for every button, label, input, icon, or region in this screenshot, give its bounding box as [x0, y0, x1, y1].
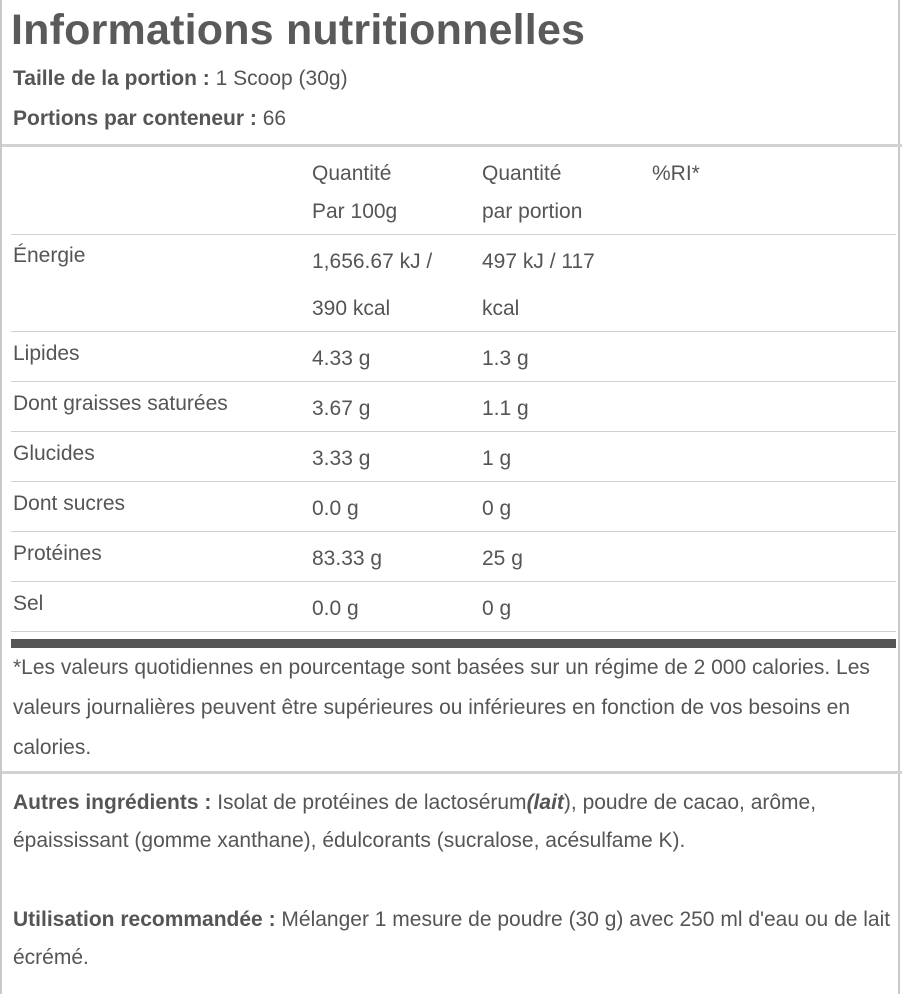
- ingredients-text: Isolat de protéines de lactosérum: [211, 791, 527, 814]
- row-divider: [11, 381, 896, 382]
- nutrient-name: Dont graisses saturées: [13, 392, 228, 415]
- nutrient-per100: 0.0 g: [312, 497, 359, 520]
- recommended-use: [13, 901, 893, 977]
- row-divider: [11, 331, 896, 332]
- footnote: *Les valeurs quotidiennes en pourcentage sont basées sur un régime de 2 000 calories. Les valeurs journalières peuvent être supérieures ou inférieures en fonction de vos besoins en calories.: [13, 656, 870, 759]
- nutrient-name: Glucides: [13, 442, 95, 465]
- nutrient-per100: 3.33 g: [312, 447, 371, 470]
- nutrient-portion: 0 g: [482, 597, 512, 620]
- table-bottom-bar: [11, 639, 896, 648]
- nutrient-name: Sel: [13, 592, 44, 615]
- serving-size: [13, 67, 348, 91]
- header-ri: %RI*: [652, 162, 700, 185]
- row-divider: [11, 631, 896, 632]
- energy-portion-kcal: kcal: [482, 297, 520, 320]
- servings-per-container: [13, 107, 286, 131]
- divider: [2, 144, 902, 147]
- row-divider: [11, 581, 896, 582]
- header-per100: [312, 155, 397, 231]
- energy-per100-kj: 1,656.67 kJ /: [312, 250, 433, 273]
- divider: [2, 771, 902, 774]
- nutrient-portion: 1.1 g: [482, 397, 529, 420]
- header-portion-line2: par portion: [482, 200, 583, 223]
- nutrient-portion: 1.3 g: [482, 347, 529, 370]
- header-per100-line1: Quantité: [312, 162, 392, 185]
- servings-per-container-label: Portions par conteneur :: [13, 107, 257, 130]
- header-per-portion: [482, 155, 582, 231]
- usage-text: Mélanger 1 mesure de poudre (30 g) avec 250 ml d'eau ou de lait écrémé.: [13, 908, 891, 969]
- nutrient-per100: 4.33 g: [312, 347, 371, 370]
- allergen: (lait: [526, 791, 564, 814]
- ingredients-text-end: ), poudre de cacao, arôme, épaississant (gomme xanthane), édulcorants (sucralose, acésulfame K).: [13, 791, 817, 852]
- usage-label: Utilisation recommandée :: [13, 908, 276, 931]
- nutrient-name: Dont sucres: [13, 492, 126, 515]
- energy-per100-kcal: 390 kcal: [312, 297, 391, 320]
- row-divider: [11, 234, 896, 235]
- page-title: Informations nutritionnelles: [11, 6, 586, 54]
- nutrient-portion: 1 g: [482, 447, 512, 470]
- row-divider: [11, 531, 896, 532]
- serving-size-label: Taille de la portion :: [13, 67, 210, 90]
- serving-size-value: 1 Scoop (30g): [215, 67, 348, 90]
- nutrient-name: Protéines: [13, 542, 102, 565]
- servings-per-container-value: 66: [262, 107, 287, 130]
- row-divider: [11, 481, 896, 482]
- nutrient-portion: 0 g: [482, 497, 512, 520]
- nutrient-name: Lipides: [13, 342, 80, 365]
- nutrient-per100: 0.0 g: [312, 597, 359, 620]
- header-per100-line2: Par 100g: [312, 200, 398, 223]
- nutrient-portion: 25 g: [482, 547, 523, 570]
- ingredients: [13, 784, 893, 860]
- energy-portion-kj: 497 kJ / 117: [482, 250, 595, 273]
- ingredients-label: Autres ingrédients :: [13, 791, 212, 814]
- energy-name: Énergie: [13, 244, 86, 267]
- row-divider: [11, 431, 896, 432]
- nutrient-per100: 83.33 g: [312, 547, 383, 570]
- nutrient-per100: 3.67 g: [312, 397, 371, 420]
- header-portion-line1: Quantité: [482, 162, 562, 185]
